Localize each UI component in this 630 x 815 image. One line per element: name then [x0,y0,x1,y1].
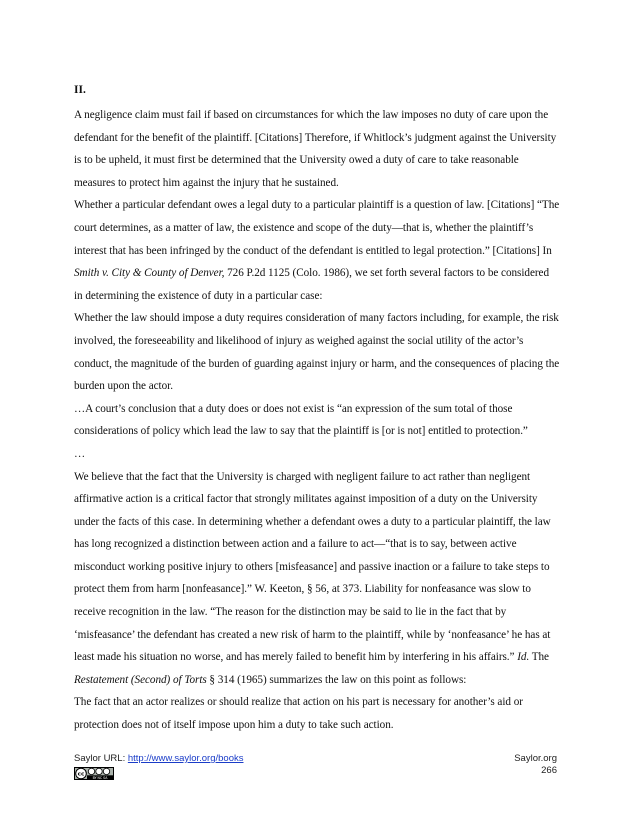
paragraph-2-text: Whether a particular defendant owes a legal duty to a particular plaintiff is a question of law. [Citations] “The court determines, as a matter of law, the existence and scope of the duty—that is, whether the plaintiff’s interest that has been infringed by the conduct of the defendant is entitled to legal protection.” [Citations] In [74,199,560,257]
case-name: Smith v. City & County of Denver, [74,267,225,280]
paragraph-4: …A court’s conclusion that a duty does or does not exist is “an expression of the sum total of those considerations of policy which lead the law to say that the plaintiff is [or is not] entitled to protection.” [74,402,528,438]
footer-url-link[interactable]: http://www.saylor.org/books [127,753,244,764]
paragraph-2-text-after: 726 P.2d 1125 (Colo. 1986), we set forth several factors to be considered in determining the existence of duty in a particular case: [74,267,549,302]
paragraph-5-text-after: § 314 (1965) summarizes the law on this point as follows: [206,673,467,686]
footer-url-line [74,753,244,765]
paragraph-3: Whether the law should impose a duty requires consideration of many factors including, for example, the risk involved, the foreseeability and likelihood of injury as weighed against the social utility of the actor’s conduct, the magnitude of the burden of guarding against injury or harm, and the consequences of placing the burden upon the actor. [74,312,560,393]
paragraph-1: A negligence claim must fail if based on circumstances for which the law imposes no duty of care upon the defendant for the benefit of the plaintiff. [Citations] Therefore, if Whitlock’s judgment against the University is to be upheld, it must first be determined that the University owed a duty of care to take reasonable measures to protect him against the injury that he sustained. [74,109,557,189]
cc-license-text: BY NC SA [92,776,108,780]
restatement-title: Restatement (Second) of Torts [74,673,207,686]
page-number: 266 [541,765,557,776]
paragraph-2 [74,194,560,307]
footer-url-label: Saylor URL: [74,753,128,764]
document-body [74,82,560,737]
paragraph-5 [74,466,560,692]
svg-text:cc: cc [77,771,85,778]
paragraph-5-text-mid: The [529,651,549,664]
id-citation: Id. [517,651,530,664]
paragraph-6: The fact that an actor realizes or should realize that action on his part is necessary for another’s aid or protection does not of itself impose upon him a duty to take such action. [74,696,523,732]
cc-license-icon [74,767,114,780]
footer-site: Saylor.org [514,753,557,764]
ellipsis-line: … [74,447,86,460]
footer-right [514,753,557,777]
paragraph-5-text: We believe that the fact that the University is charged with negligent failure to act rather than negligent affirmative action is a critical factor that strongly militates against imposition of a duty on the University under the facts of this case. In determining whether a defendant owes a duty to a particular plaintiff, the law has long recognized a distinction between action and a failure to act—“that is to say, between active misconduct working positive injury to others [misfeasance] and passive inaction or a failure to take steps to protect them from harm [nonfeasance].” W. Keeton, § 56, at 373. Liability for nonfeasance was slow to receive recognition in the law. “The reason for the distinction may be said to lie in the fact that by ‘misfeasance’ the defendant has created a new risk of harm to the plaintiff, while by ‘nonfeasance’ he has at least made his situation no worse, and has merely failed to benefit him by interfering in his affairs.” [74,470,551,664]
section-heading: II. [74,84,86,96]
